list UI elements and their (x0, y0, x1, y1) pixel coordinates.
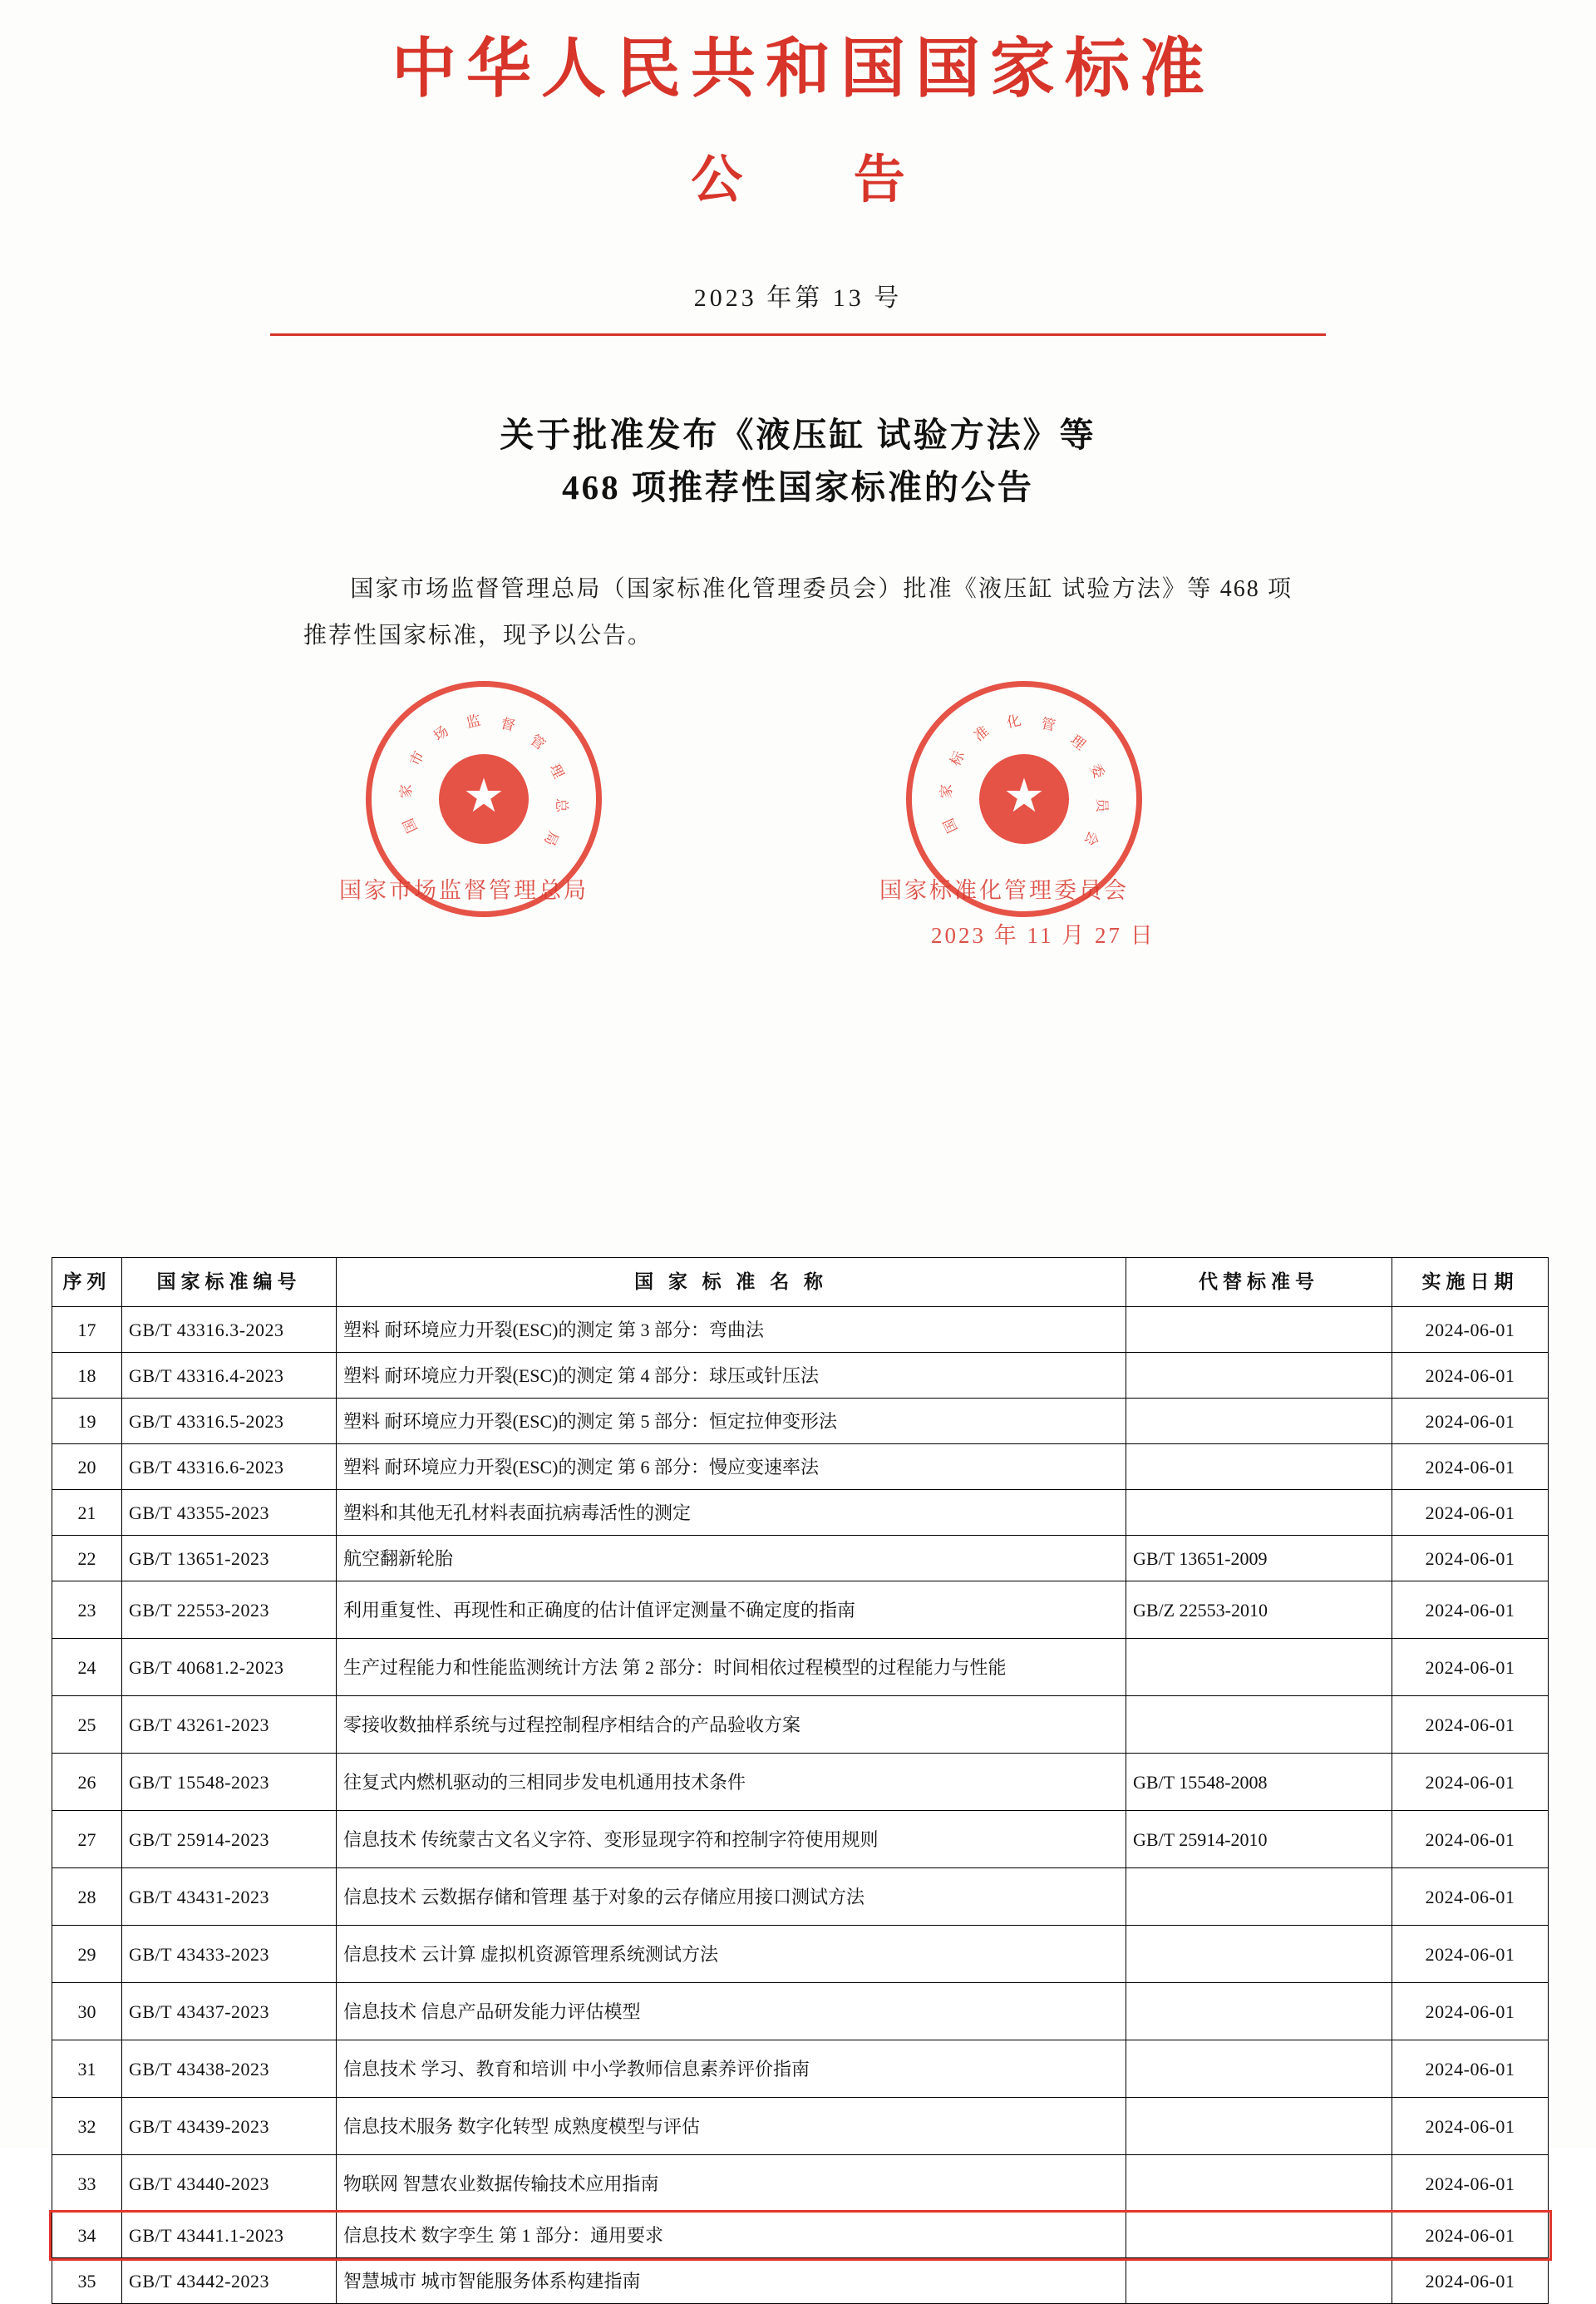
cell-standard-name: 塑料 耐环境应力开裂(ESC)的测定 第 6 部分：慢应变速率法 (337, 1444, 1126, 1490)
cell-seq: 35 (52, 2258, 122, 2304)
cell-standard-code: GB/T 43316.4-2023 (122, 1353, 337, 1399)
cell-standard-code: GB/T 43431-2023 (122, 1868, 337, 1926)
cell-standard-code: GB/T 43316.6-2023 (122, 1444, 337, 1490)
cell-seq: 29 (52, 1926, 122, 1983)
column-header-name: 国 家 标 准 名 称 (337, 1258, 1126, 1307)
cell-standard-name: 物联网 智慧农业数据传输技术应用指南 (337, 2155, 1126, 2213)
column-header-replace: 代替标准号 (1126, 1258, 1392, 1307)
cell-replaced-code (1126, 1444, 1392, 1490)
cell-replaced-code (1126, 1696, 1392, 1754)
cell-seq: 17 (52, 1307, 122, 1353)
cell-seq: 24 (52, 1639, 122, 1696)
cell-seq: 27 (52, 1811, 122, 1868)
cell-effective-date: 2024-06-01 (1392, 1868, 1549, 1926)
cell-standard-code: GB/T 43438-2023 (122, 2040, 337, 2098)
standards-table (52, 1257, 1549, 2304)
cell-seq: 22 (52, 1536, 122, 1581)
standards-table-wrapper (52, 1257, 1548, 2304)
cell-standard-name: 信息技术 数字孪生 第 1 部分：通用要求 (337, 2213, 1126, 2258)
cell-replaced-code (1126, 1307, 1392, 1353)
cell-effective-date: 2024-06-01 (1392, 2040, 1549, 2098)
announcement-body-text: 国家市场监督管理总局（国家标准化管理委员会）批准《液压缸 试验方法》等 468 项推荐性国家标准，现予以公告。 (303, 575, 1293, 649)
cell-standard-name: 信息技术服务 数字化转型 成熟度模型与评估 (337, 2098, 1126, 2155)
cell-replaced-code (1126, 2258, 1392, 2304)
seal-right-arc-text: 国 家 标 准 化 管 理 委 员 会 (938, 712, 1111, 850)
cell-effective-date: 2024-06-01 (1392, 1983, 1549, 2040)
cell-seq: 20 (52, 1444, 122, 1490)
cell-standard-code: GB/T 22553-2023 (122, 1581, 337, 1639)
seal-date: 2023 年 11 月 27 日 (931, 922, 1155, 948)
cell-replaced-code (1126, 2213, 1392, 2258)
cell-seq: 21 (52, 1490, 122, 1536)
cell-replaced-code (1126, 2155, 1392, 2213)
table-row[interactable] (52, 1490, 1549, 1536)
cell-standard-code: GB/T 43316.3-2023 (122, 1307, 337, 1353)
cell-replaced-code (1126, 1353, 1392, 1399)
cell-standard-name: 航空翻新轮胎 (337, 1536, 1126, 1581)
table-header-row (52, 1258, 1549, 1307)
table-row[interactable] (52, 1444, 1549, 1490)
cell-seq: 31 (52, 2040, 122, 2098)
cell-standard-name: 零接收数抽样系统与过程控制程序相结合的产品验收方案 (337, 1696, 1126, 1754)
cell-standard-name: 塑料 耐环境应力开裂(ESC)的测定 第 5 部分：恒定拉伸变形法 (337, 1399, 1126, 1444)
header-divider (270, 333, 1326, 336)
cell-effective-date: 2024-06-01 (1392, 2155, 1549, 2213)
cell-standard-code: GB/T 43261-2023 (122, 1696, 337, 1754)
cell-standard-name: 智慧城市 城市智能服务体系构建指南 (337, 2258, 1126, 2304)
issue-number: 2023 年第 13 号 (693, 284, 903, 312)
cell-replaced-code: GB/Z 22553-2010 (1126, 1581, 1392, 1639)
cell-standard-code: GB/T 13651-2023 (122, 1536, 337, 1581)
cell-seq: 19 (52, 1399, 122, 1444)
table-row[interactable] (52, 1536, 1549, 1581)
table-row[interactable] (52, 1754, 1549, 1811)
seal-left-center-circle (439, 754, 529, 844)
cell-effective-date: 2024-06-01 (1392, 1307, 1549, 1353)
cell-replaced-code (1126, 2040, 1392, 2098)
cell-seq: 26 (52, 1754, 122, 1811)
cell-effective-date: 2024-06-01 (1392, 1399, 1549, 1444)
column-header-code: 国家标准编号 (122, 1258, 337, 1307)
star-icon: ★ (1002, 771, 1046, 823)
cell-effective-date: 2024-06-01 (1392, 1581, 1549, 1639)
table-row[interactable] (52, 1353, 1549, 1399)
seal-left-arc-text: 国 家 市 场 监 督 管 理 总 局 (398, 712, 570, 850)
cell-seq: 28 (52, 1868, 122, 1926)
cell-replaced-code (1126, 1639, 1392, 1696)
cell-standard-code: GB/T 43355-2023 (122, 1490, 337, 1536)
cell-standard-code: GB/T 15548-2023 (122, 1754, 337, 1811)
announcement-title-line-1: 关于批准发布《液压缸 试验方法》等 (500, 415, 1096, 454)
cell-standard-name: 信息技术 学习、教育和培训 中小学教师信息素养评价指南 (337, 2040, 1126, 2098)
table-row[interactable] (52, 2040, 1549, 2098)
table-row[interactable] (52, 1811, 1549, 1868)
cell-effective-date: 2024-06-01 (1392, 1811, 1549, 1868)
table-row[interactable] (52, 2258, 1549, 2304)
cell-standard-code: GB/T 43316.5-2023 (122, 1399, 337, 1444)
cell-seq: 33 (52, 2155, 122, 2213)
cell-replaced-code: GB/T 25914-2010 (1126, 1811, 1392, 1868)
cell-standard-code: GB/T 43441.1-2023 (122, 2213, 337, 2258)
seal-right-caption: 国家标准化管理委员会 (879, 877, 1129, 903)
announcement-title (0, 409, 1596, 515)
document-sub-title: 公 告 (691, 148, 952, 210)
table-row[interactable] (52, 1639, 1549, 1696)
table-row[interactable] (52, 1696, 1549, 1754)
table-row[interactable] (52, 1581, 1549, 1639)
cell-standard-name: 塑料 耐环境应力开裂(ESC)的测定 第 4 部分：球压或针压法 (337, 1353, 1126, 1399)
table-row[interactable] (52, 2098, 1549, 2155)
table-row[interactable] (52, 1868, 1549, 1926)
document-main-title: 中华人民共和国国家标准 (391, 31, 1214, 106)
announcement-body (303, 566, 1293, 659)
cell-replaced-code (1126, 1926, 1392, 1983)
cell-standard-name: 生产过程能力和性能监测统计方法 第 2 部分：时间相依过程模型的过程能力与性能 (337, 1639, 1126, 1696)
table-row[interactable] (52, 1983, 1549, 2040)
cell-seq: 32 (52, 2098, 122, 2155)
standards-table-head (52, 1258, 1549, 1307)
cell-standard-name: 信息技术 云数据存储和管理 基于对象的云存储应用接口测试方法 (337, 1868, 1126, 1926)
cell-standard-name: 往复式内燃机驱动的三相同步发电机通用技术条件 (337, 1754, 1126, 1811)
cell-seq: 34 (52, 2213, 122, 2258)
cell-effective-date: 2024-06-01 (1392, 1536, 1549, 1581)
seal-area (0, 674, 1596, 948)
cell-replaced-code (1126, 1490, 1392, 1536)
table-row[interactable] (52, 1399, 1549, 1444)
cell-replaced-code (1126, 1399, 1392, 1444)
cell-effective-date: 2024-06-01 (1392, 2213, 1549, 2258)
cell-seq: 23 (52, 1581, 122, 1639)
cell-effective-date: 2024-06-01 (1392, 2098, 1549, 2155)
standards-table-body (52, 1307, 1549, 2304)
table-row[interactable] (52, 2213, 1549, 2258)
cell-standard-name: 利用重复性、再现性和正确度的估计值评定测量不确定度的指南 (337, 1581, 1126, 1639)
cell-replaced-code (1126, 2098, 1392, 2155)
cell-standard-code: GB/T 43437-2023 (122, 1983, 337, 2040)
star-icon: ★ (462, 771, 505, 823)
cell-seq: 30 (52, 1983, 122, 2040)
seal-left-caption: 国家市场监督管理总局 (339, 877, 589, 903)
cell-standard-code: GB/T 25914-2023 (122, 1811, 337, 1868)
cell-effective-date: 2024-06-01 (1392, 1696, 1549, 1754)
cell-replaced-code: GB/T 15548-2008 (1126, 1754, 1392, 1811)
cell-replaced-code: GB/T 13651-2009 (1126, 1536, 1392, 1581)
cell-standard-name: 信息技术 云计算 虚拟机资源管理系统测试方法 (337, 1926, 1126, 1983)
column-header-seq: 序列 (52, 1258, 122, 1307)
cell-standard-name: 信息技术 传统蒙古文名义字符、变形显现字符和控制字符使用规则 (337, 1811, 1126, 1868)
table-row[interactable] (52, 1926, 1549, 1983)
cell-effective-date: 2024-06-01 (1392, 1490, 1549, 1536)
cell-standard-code: GB/T 43439-2023 (122, 2098, 337, 2155)
cell-effective-date: 2024-06-01 (1392, 1754, 1549, 1811)
cell-effective-date: 2024-06-01 (1392, 1444, 1549, 1490)
document-header (0, 0, 1596, 336)
cell-standard-code: GB/T 40681.2-2023 (122, 1639, 337, 1696)
table-row[interactable] (52, 2155, 1549, 2213)
cell-effective-date: 2024-06-01 (1392, 1926, 1549, 1983)
cell-standard-code: GB/T 43433-2023 (122, 1926, 337, 1983)
seal-right-center-circle (979, 754, 1069, 844)
announcement-title-line-2: 468 项推荐性国家标准的公告 (562, 468, 1034, 507)
cell-standard-code: GB/T 43442-2023 (122, 2258, 337, 2304)
cell-standard-name: 塑料和其他无孔材料表面抗病毒活性的测定 (337, 1490, 1126, 1536)
cell-replaced-code (1126, 1983, 1392, 2040)
cell-effective-date: 2024-06-01 (1392, 1639, 1549, 1696)
column-header-date: 实施日期 (1392, 1258, 1549, 1307)
cell-seq: 25 (52, 1696, 122, 1754)
table-row[interactable] (52, 1307, 1549, 1353)
cell-seq: 18 (52, 1353, 122, 1399)
cell-standard-name: 塑料 耐环境应力开裂(ESC)的测定 第 3 部分：弯曲法 (337, 1307, 1126, 1353)
cell-replaced-code (1126, 1868, 1392, 1926)
cell-standard-code: GB/T 43440-2023 (122, 2155, 337, 2213)
cell-standard-name: 信息技术 信息产品研发能力评估模型 (337, 1983, 1126, 2040)
cell-effective-date: 2024-06-01 (1392, 2258, 1549, 2304)
cell-effective-date: 2024-06-01 (1392, 1353, 1549, 1399)
